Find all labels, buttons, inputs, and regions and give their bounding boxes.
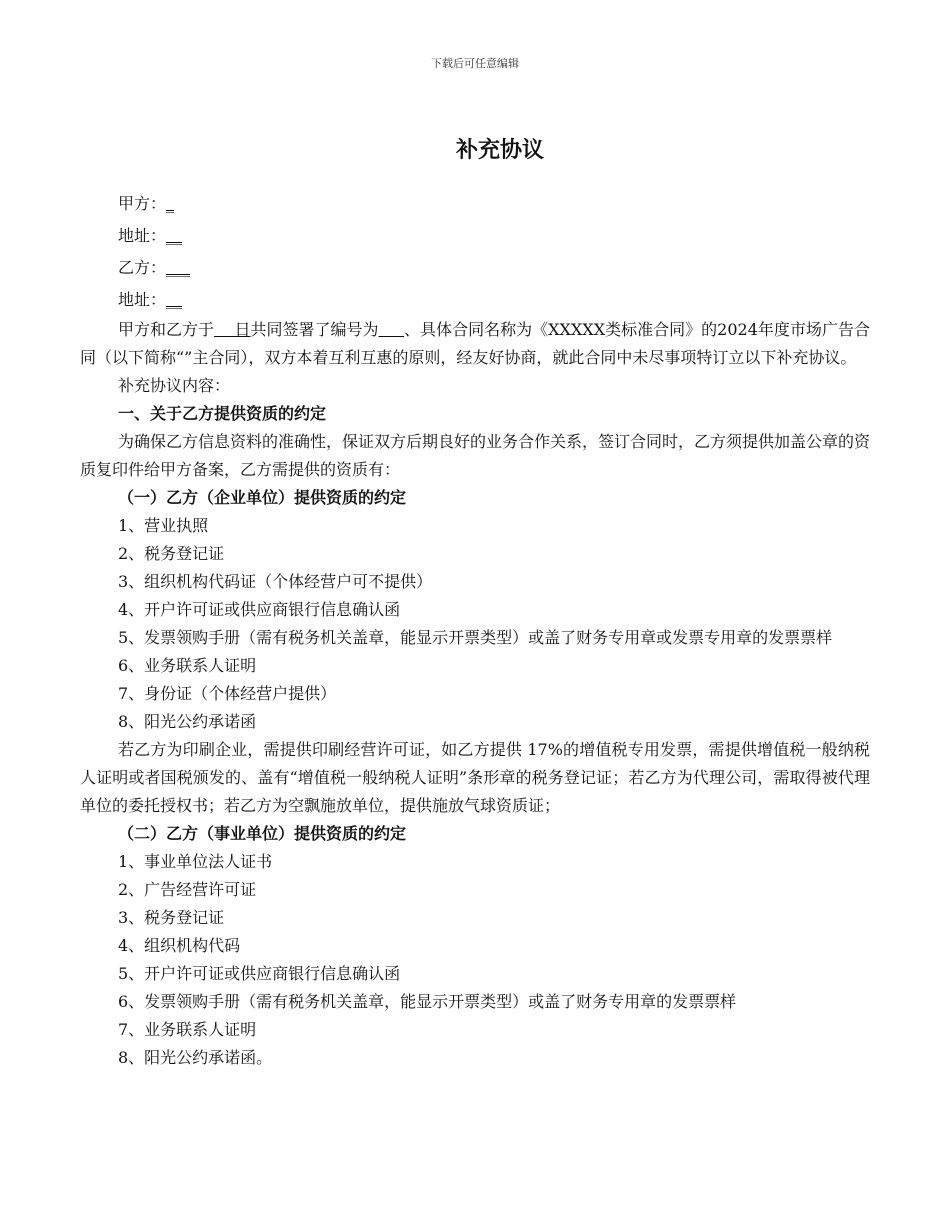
- address-b-blank: __: [166, 290, 183, 309]
- section-1-paragraph: 为确保乙方信息资料的准确性，保证双方后期良好的业务合作关系，签订合同时，乙方须提供加盖公章的资质复印件给甲方备案，乙方需提供的资质有：: [80, 432, 871, 479]
- section-1-heading: 一、关于乙方提供资质的约定: [118, 404, 327, 423]
- list-item: 2、广告经营许可证: [118, 880, 257, 899]
- list-item: 2、税务登记证: [118, 544, 225, 563]
- address-a-label: 地址：: [118, 226, 167, 245]
- address-b-label: 地址：: [118, 290, 167, 309]
- party-a-line: [80, 188, 870, 220]
- list-item: 1、事业单位法人证书: [118, 852, 273, 871]
- intro-part-1: 甲方和乙方于: [118, 320, 215, 339]
- document-title: 补充协议: [455, 138, 544, 163]
- party-b-line: [80, 252, 870, 284]
- document-body: [80, 188, 870, 1072]
- list-item: 4、组织机构代码: [118, 936, 241, 955]
- list-item: 1、营业执照: [118, 516, 209, 535]
- subsection-1-note: 若乙方为印刷企业，需提供印刷经营许可证，如乙方提供 17%的增值税专用发票，需提供增值税一般纳税人证明或者国税颁发的、盖有“增值税一般纳税人证明”条形章的税务登记证；若乙方为代理公司，需取得被代理单位的委托授权书；若乙方为空飘施放单位，提供施放气球资质证；: [80, 740, 870, 815]
- content-label: 补充协议内容：: [118, 376, 231, 395]
- list-item: 5、发票领购手册（需有税务机关盖章，能显示开票类型）或盖了财务专用章或发票专用章的发票票样: [118, 628, 833, 647]
- intro-part-2: 共同签署了编号为: [250, 320, 379, 339]
- subsection-2-heading: （二）乙方（事业单位）提供资质的约定: [118, 824, 407, 843]
- contract-number-blank: [379, 320, 404, 339]
- list-item: 5、开户许可证或供应商银行信息确认函: [118, 964, 401, 983]
- address-b-line: [80, 284, 870, 316]
- list-item: 6、业务联系人证明: [118, 656, 257, 675]
- address-a-blank: __: [166, 226, 183, 245]
- party-a-label: 甲方：: [118, 194, 167, 213]
- list-item: 7、身份证（个体经营户提供）: [118, 684, 337, 703]
- list-item: 3、税务登记证: [118, 908, 225, 927]
- list-item: 4、开户许可证或供应商银行信息确认函: [118, 600, 401, 619]
- list-item: 8、阳光公约承诺函。: [118, 1048, 273, 1067]
- page-header-note: 下载后可任意编辑: [431, 57, 519, 70]
- date-blank: 日: [214, 320, 251, 339]
- list-item: 8、阳光公约承诺函: [118, 712, 257, 731]
- party-a-blank: _: [166, 194, 175, 213]
- intro-paragraph: [80, 316, 870, 372]
- party-b-blank: ___: [166, 258, 191, 277]
- list-item: 3、组织机构代码证（个体经营户可不提供）: [118, 572, 433, 591]
- address-a-line: [80, 220, 870, 252]
- list-item: 6、发票领购手册（需有税务机关盖章，能显示开票类型）或盖了财务专用章的发票票样: [118, 992, 737, 1011]
- party-b-label: 乙方：: [118, 258, 167, 277]
- list-item: 7、业务联系人证明: [118, 1020, 257, 1039]
- intro-part-3: 、具体合同名称为《XXXXX类标准合同》的2024年度市场广告合同（以下简称“”主合同），双方本着互利互惠的原则，经友好协商，就此合同中未尽事项特订立以下补充协议。: [80, 320, 870, 367]
- subsection-1-heading: （一）乙方（企业单位）提供资质的约定: [118, 488, 407, 507]
